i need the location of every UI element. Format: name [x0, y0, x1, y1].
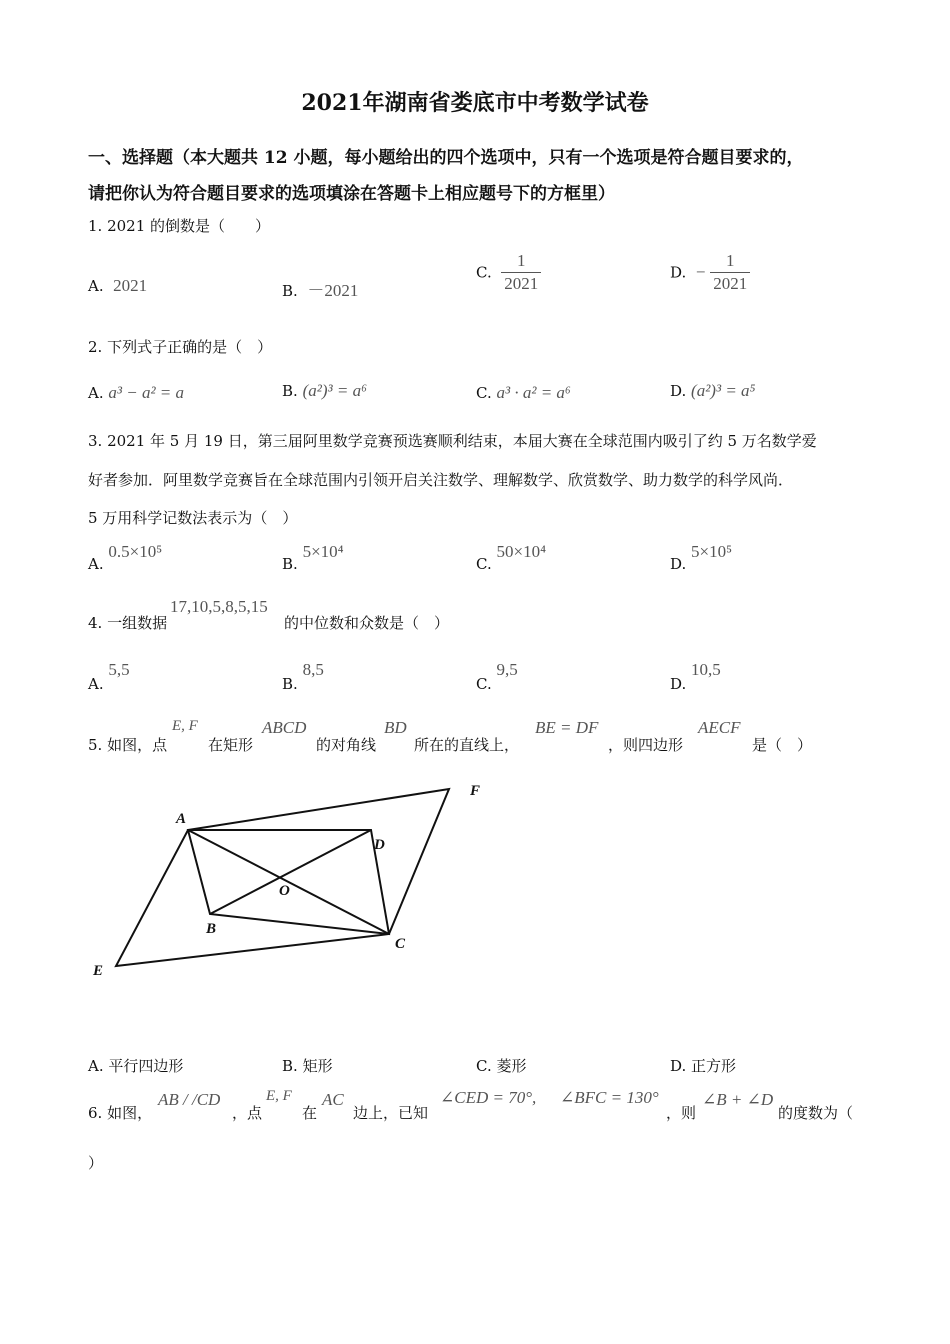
option-letter: D. [670, 263, 687, 282]
question-3-stem-line1: 3. 2021 年 5 月 19 日，第三届阿里数学竞赛预选赛顺利结束，本届大赛在全球范围内吸引了约 5 万名数学爱 [88, 432, 817, 450]
option-letter: A. [88, 555, 104, 573]
page-title: 2021年湖南省娄底市中考数学试卷 [301, 90, 649, 116]
option-value: 正方形 [691, 1057, 737, 1075]
option-value: 矩形 [302, 1057, 333, 1075]
question-3-stem-line2: 好者参加．阿里数学竞赛旨在全球范围内引领开启关注数学、理解数学、欣赏数学、助力数学的科学风尚． [88, 471, 794, 489]
question-5-figure [80, 770, 520, 990]
option-letter: D. [670, 1057, 687, 1075]
option-value: 2021 [113, 276, 148, 295]
option-value: a³ · a² = a⁶ [496, 383, 571, 402]
q3-option-b[interactable] [282, 542, 344, 573]
option-letter: C. [476, 675, 492, 693]
section-heading-line2: 请把你认为符合题目要求的选项填涂在答题卡上相应题号下的方框里） [88, 184, 615, 204]
option-value: －2021 [307, 281, 359, 300]
option-value: 菱形 [496, 1057, 527, 1075]
label-f: F [470, 783, 481, 799]
option-letter: C. [476, 263, 492, 282]
label-e: E [93, 963, 104, 979]
q5-option-a[interactable] [88, 1055, 183, 1076]
option-value: a³ − a² = a [108, 383, 185, 402]
question-6-part-7: 边上，已知 [353, 1104, 429, 1122]
option-letter: C. [476, 1057, 492, 1075]
label-c: C [395, 936, 406, 952]
question-6-part-10: ，则 [666, 1104, 697, 1122]
q2-option-d[interactable] [670, 381, 755, 401]
q1-option-d[interactable] [670, 250, 750, 295]
question-1-stem: 1. 2021 的倒数是（ ） [88, 217, 271, 235]
question-5-part-5: 的对角线 [316, 736, 377, 754]
question-5-part-3: 在矩形 [208, 736, 254, 754]
denominator: 2021 [710, 272, 750, 295]
q1-option-c[interactable] [476, 250, 541, 295]
question-5-rect-abcd: ABCD [262, 718, 307, 737]
question-6-angle-ced: ∠CED = 70°, [440, 1088, 537, 1107]
question-6-points-ef: E, F [266, 1088, 292, 1104]
diagonal-bd [210, 830, 371, 914]
option-letter: D. [670, 382, 687, 400]
question-6-part-1: 6. 如图， [88, 1104, 153, 1122]
question-6-line2: ） [88, 1154, 104, 1172]
q4-option-c[interactable] [476, 660, 518, 693]
option-value: 5,5 [108, 660, 130, 679]
question-3-stem-line3: 5 万用科学记数法表示为（ ） [88, 509, 298, 527]
option-value: (a²)³ = a⁵ [691, 381, 756, 400]
question-4-stem-pre: 4. 一组数据 [88, 614, 168, 632]
option-value: 50×10⁴ [496, 542, 547, 561]
denominator: 2021 [501, 272, 541, 295]
question-5-be-df: BE = DF [535, 718, 599, 737]
numerator: 1 [725, 251, 735, 270]
q5-option-c[interactable] [476, 1055, 527, 1076]
option-value: 0.5×10⁵ [108, 542, 163, 561]
label-a: A [176, 811, 187, 827]
option-letter: A. [88, 277, 104, 295]
option-letter: B. [282, 282, 298, 300]
q5-option-b[interactable] [282, 1055, 333, 1076]
option-letter: A. [88, 1057, 104, 1075]
question-6-angle-bfc: ∠BFC = 130° [560, 1088, 659, 1107]
option-letter: B. [282, 1057, 298, 1075]
question-5-aecf: AECF [698, 718, 741, 737]
section-heading-line1: 一、选择题（本大题共 12 小题，每小题给出的四个选项中，只有一个选项是符合题目要求的， [88, 148, 804, 168]
q3-option-a[interactable] [88, 542, 163, 573]
question-6-part-12: 的度数为（ [778, 1104, 854, 1122]
fraction [710, 250, 750, 295]
q5-option-d[interactable] [670, 1055, 736, 1076]
label-o: O [279, 883, 290, 899]
question-2-stem: 2. 下列式子正确的是（ ） [88, 338, 273, 356]
fraction [501, 250, 541, 295]
option-letter: B. [282, 675, 298, 693]
label-b: B [206, 921, 217, 937]
option-value: 平行四边形 [108, 1057, 184, 1075]
q2-option-b[interactable] [282, 381, 367, 401]
question-5-points-ef: E, F [172, 718, 198, 734]
q1-option-b[interactable] [282, 276, 358, 301]
question-6-ac: AC [322, 1090, 344, 1109]
question-5-part-9: ，则四边形 [608, 736, 684, 754]
question-4-stem-post: 的中位数和众数是（ ） [284, 614, 450, 632]
option-letter: D. [670, 555, 687, 573]
minus-sign: − [695, 262, 706, 282]
option-value: 8,5 [302, 660, 324, 679]
option-letter: B. [282, 382, 298, 400]
option-letter: C. [476, 555, 492, 573]
option-letter: D. [670, 675, 687, 693]
option-value: 10,5 [691, 660, 721, 679]
option-letter: A. [88, 384, 104, 402]
question-6-angle-sum: ∠B + ∠D [702, 1090, 774, 1109]
question-5-part-1: 5. 如图，点 [88, 736, 168, 754]
option-letter: B. [282, 555, 298, 573]
diagonal-ac [188, 830, 389, 934]
q1-option-a[interactable] [88, 276, 147, 296]
option-value: (a²)³ = a⁶ [302, 381, 367, 400]
question-6-part-3: ，点 [232, 1104, 263, 1122]
option-letter: C. [476, 384, 492, 402]
q4-option-b[interactable] [282, 660, 324, 693]
q2-option-c[interactable] [476, 383, 571, 403]
q3-option-d[interactable] [670, 542, 733, 573]
q2-option-a[interactable] [88, 383, 184, 403]
question-5-bd: BD [384, 718, 407, 737]
question-5-part-11: 是（ ） [752, 736, 813, 754]
question-5-part-7: 所在的直线上， [414, 736, 520, 754]
question-6-ab-cd: AB / /CD [158, 1090, 221, 1109]
option-value: 9,5 [496, 660, 518, 679]
question-6-part-5: 在 [302, 1104, 318, 1122]
label-d: D [374, 837, 385, 853]
q3-option-c[interactable] [476, 542, 547, 573]
option-letter: A. [88, 675, 104, 693]
q4-option-d[interactable] [670, 660, 721, 693]
q4-option-a[interactable] [88, 660, 130, 693]
question-4-data-set: 17,10,5,8,5,15 [170, 597, 268, 616]
numerator: 1 [517, 251, 526, 270]
option-value: 5×10⁴ [302, 542, 344, 561]
option-value: 5×10⁵ [691, 542, 733, 561]
